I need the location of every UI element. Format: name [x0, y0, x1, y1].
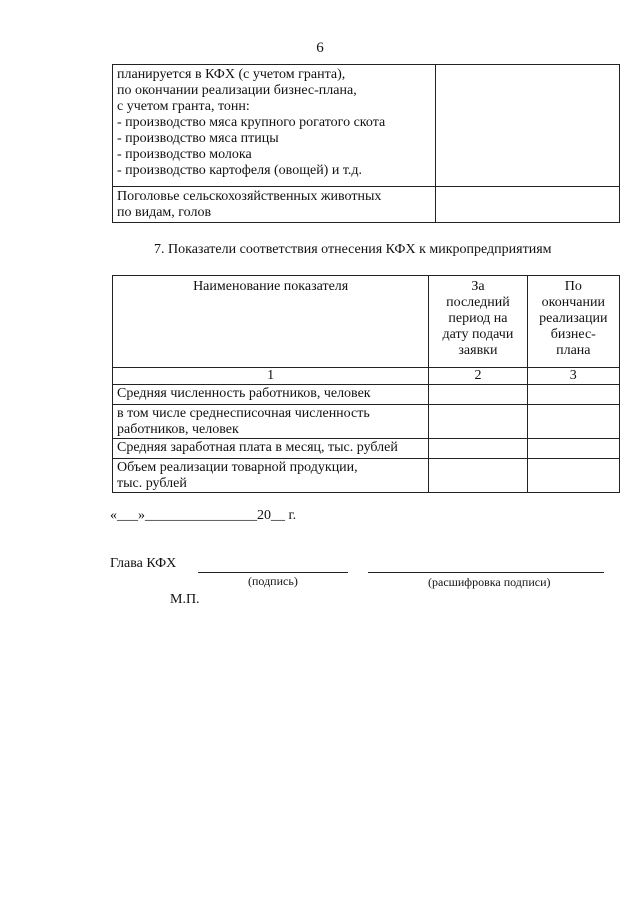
text-line: Средняя заработная плата в месяц, тыс. рублей	[117, 440, 398, 455]
table-row	[113, 459, 620, 493]
text-line: планируется в КФХ (с учетом гранта),	[117, 67, 346, 82]
indicator-value	[527, 459, 619, 493]
date-line: «___»________________20__ г.	[110, 508, 297, 523]
head-of-farm-label: Глава КФХ	[110, 556, 177, 571]
text-line: с учетом гранта, тонн:	[117, 99, 250, 114]
production-table	[112, 64, 620, 223]
table-row	[113, 385, 620, 405]
text-line: окончании	[541, 295, 605, 310]
indicator-value	[527, 405, 619, 439]
text-line: За	[471, 279, 485, 294]
text-line: период на	[448, 311, 508, 326]
text-line: - производство мяса крупного рогатого скота	[117, 115, 386, 130]
text-line: заявки	[458, 343, 498, 358]
text-line: в том числе среднесписочная численность	[117, 406, 370, 421]
livestock-cell	[113, 187, 436, 223]
indicator-label	[113, 385, 429, 405]
text-line: Средняя численность работников, человек	[117, 386, 371, 401]
indicator-value	[429, 405, 527, 439]
text-line: - производство картофеля (овощей) и т.д.	[117, 163, 363, 178]
indicator-label	[113, 459, 429, 493]
text-line: Поголовье сельскохозяйственных животных	[117, 189, 382, 204]
livestock-value	[436, 187, 620, 223]
text-line: плана	[556, 343, 591, 358]
column-number-row	[113, 368, 620, 385]
section-7-title: 7. Показатели соответствия отнесения КФХ к микропредприятиям	[154, 242, 552, 257]
indicator-label	[113, 405, 429, 439]
header-last-period	[429, 276, 527, 368]
indicator-value	[429, 385, 527, 405]
text-line: по видам, голов	[117, 205, 212, 220]
header-after-plan	[527, 276, 619, 368]
signature-decode-line	[368, 572, 604, 573]
signature-line	[198, 572, 348, 573]
text-line: бизнес-	[550, 327, 596, 342]
indicator-value	[429, 439, 527, 459]
page-number: 6	[316, 40, 324, 56]
text-line: последний	[446, 295, 510, 310]
table-header-row	[113, 276, 620, 368]
text-line: дату подачи	[442, 327, 514, 342]
text-line: реализации	[539, 311, 608, 326]
microenterprise-indicators-table	[112, 275, 620, 493]
header-indicator-name: Наименование показателя	[113, 276, 429, 368]
signature-caption: (подпись)	[248, 574, 298, 588]
text-line: - производство молока	[117, 147, 252, 162]
table-row	[113, 187, 620, 223]
column-number: 3	[527, 368, 619, 385]
indicator-value	[527, 439, 619, 459]
table-row	[113, 65, 620, 187]
text-line: Объем реализации товарной продукции,	[117, 460, 358, 475]
production-plan-cell	[113, 65, 436, 187]
indicator-value	[429, 459, 527, 493]
signature-decode-caption: (расшифровка подписи)	[428, 575, 551, 589]
column-number: 2	[429, 368, 527, 385]
text-line: работников, человек	[117, 422, 239, 437]
stamp-label: М.П.	[170, 592, 200, 607]
text-line: - производство мяса птицы	[117, 131, 279, 146]
production-plan-value	[436, 65, 620, 187]
indicator-label	[113, 439, 429, 459]
text-line: тыс. рублей	[117, 476, 187, 491]
indicator-value	[527, 385, 619, 405]
text-line: по окончании реализации бизнес-плана,	[117, 83, 357, 98]
table-row	[113, 405, 620, 439]
column-number: 1	[113, 368, 429, 385]
text-line: По	[564, 279, 582, 294]
table-row	[113, 439, 620, 459]
